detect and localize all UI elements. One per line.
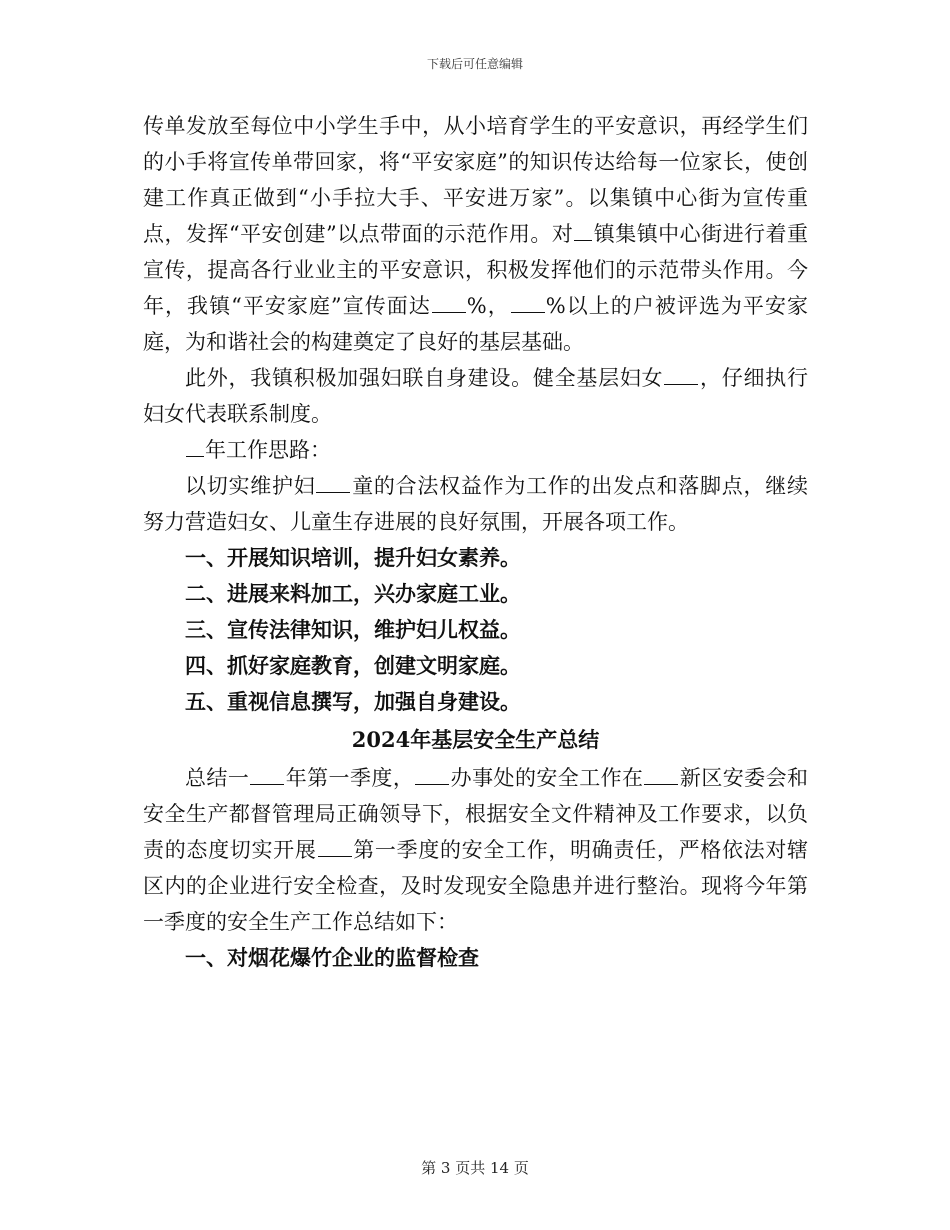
heading-item-2: 二、进展来料加工，兴办家庭工业。 — [185, 581, 521, 606]
page-footer: 第 3 页共 14 页 — [421, 1159, 529, 1177]
document-title: 2024年基层安全生产总结 — [351, 727, 600, 752]
heading-item-1: 一、开展知识培训，提升妇女素养。 — [185, 545, 521, 570]
blank-underline — [664, 363, 698, 385]
blank-underline — [318, 835, 352, 857]
blank-underline — [511, 291, 545, 313]
blank-underline — [316, 471, 350, 493]
heading-item-4: 四、抓好家庭教育，创建文明家庭。 — [185, 653, 521, 678]
document-body — [143, 108, 808, 976]
blank-underline — [250, 763, 284, 785]
blank-underline — [415, 763, 449, 785]
paragraph-safety-publicity: 传单发放至每位中小学生手中，从小培育学生的平安意识，再经学生们的小手将宣传单带回家，将“平安家庭”的知识传达给每一位家长，使创建工作真正做到“小手拉大手、平安进万家”。以集镇中心街为宣传重点，发挥“平安创建”以点带面的示范作用。对 镇集镇中心街进行着重宣传，提高各行业业主的平安意识，积极发挥他们的示范带头作用。今年，我镇“平安家庭”宣传面达 %， %以上的户被评选为平安家庭，为和谐社会的构建奠定了良好的基层基础。 — [143, 114, 808, 354]
blank-underline — [186, 435, 204, 457]
heading-item-5: 五、重视信息撰写，加强自身建设。 — [185, 689, 521, 714]
section-heading: 一、对烟花爆竹企业的监督检查 — [185, 945, 479, 970]
heading-item-3: 三、宣传法律知识，维护妇儿权益。 — [185, 617, 521, 642]
paragraph-womens-federation: 此外，我镇积极加强妇联自身建设。健全基层妇女 ，仔细执行妇女代表联系制度。 — [143, 360, 808, 432]
page-header: 下载后可任意编辑 — [426, 57, 523, 71]
blank-underline — [432, 291, 466, 313]
paragraph-safety-summary: 总结一 年第一季度， 办事处的安全工作在 新区安委会和安全生产都督管理局正确领导下，根据安全文件精神及工作要求，以负责的态度切实开展 第一季度的安全工作，明确责任，严格依法对辖区内的企业进行安全检查，及时发现安全隐患并进行整治。现将今年第一季度的安全生产工作总结如下： — [143, 760, 808, 940]
blank-underline — [574, 219, 592, 241]
paragraph-work-plan: 以切实维护妇 童的合法权益作为工作的出发点和落脚点，继续努力营造妇女、儿童生存进展的良好氛围，开展各项工作。 — [143, 468, 808, 540]
blank-underline — [644, 763, 678, 785]
paragraph-work-plan-intro: 年工作思路： — [143, 432, 808, 468]
